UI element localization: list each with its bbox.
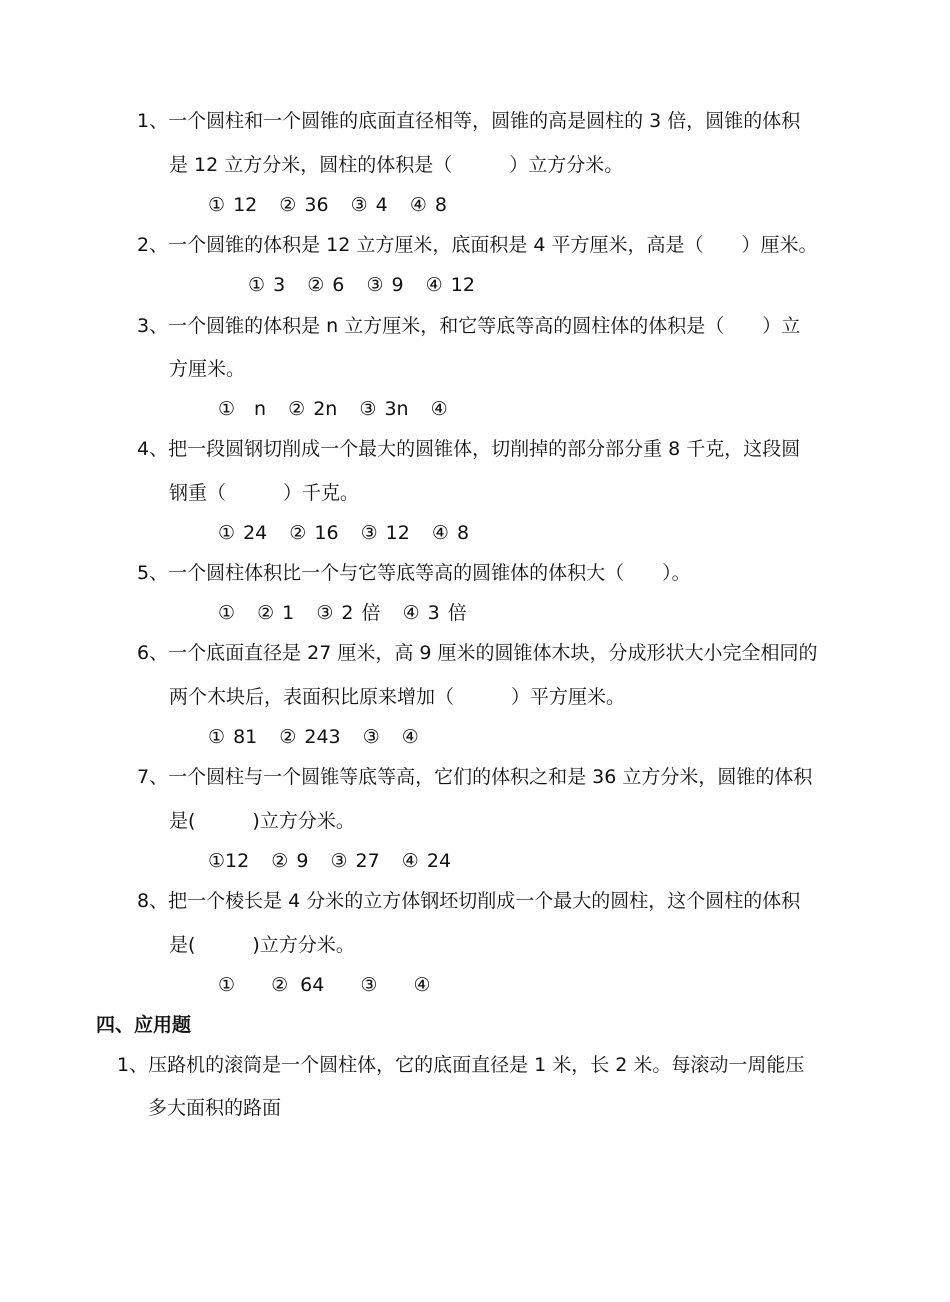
option-2: ② 243 — [279, 726, 341, 748]
option-3: ③ 27 — [330, 850, 380, 872]
option-2: ② 1 — [257, 602, 295, 624]
option-4: ④ 8 — [409, 194, 447, 216]
question-7-line-2: 是( )立方分米。 — [169, 810, 355, 832]
application-question-line-1: 1、压路机的滚筒是一个圆柱体，它的底面直径是 1 米，长 2 米。每滚动一周能压 — [117, 1054, 805, 1076]
option-3: ③ 4 — [350, 194, 388, 216]
option-2: ② 9 — [271, 850, 309, 872]
question-4-line-2: 钢重（ ）千克。 — [169, 482, 360, 504]
option-3: ③ 2 倍 — [316, 602, 381, 624]
option-4: ④ — [413, 974, 431, 996]
option-1: ① 24 — [218, 522, 268, 544]
question-7-options — [208, 847, 465, 875]
option-1: ① 81 — [208, 726, 258, 748]
question-6-line-1: 6、一个底面直径是 27 厘米，高 9 厘米的圆锥体木块，分成形状大小完全相同的 — [137, 642, 818, 664]
section-title: 四、应用题 — [96, 1014, 192, 1036]
question-4-line-1: 4、把一段圆钢切削成一个最大的圆锥体，切削掉的部分部分重 8 千克，这段圆 — [137, 438, 801, 460]
question-8-line-2: 是( )立方分米。 — [169, 934, 355, 956]
option-1: ①12 — [208, 850, 250, 872]
application-question-line-2: 多大面积的路面 — [148, 1097, 282, 1119]
option-1: ① — [218, 602, 236, 624]
question-1-line-2: 是 12 立方分米，圆柱的体积是（ ）立方分米。 — [169, 154, 624, 176]
question-3-options — [218, 395, 462, 423]
question-6-options — [208, 723, 433, 751]
question-1-options — [208, 191, 461, 219]
option-4: ④ 12 — [425, 274, 475, 296]
option-2: ② 16 — [289, 522, 339, 544]
option-4: ④ — [430, 398, 448, 420]
option-3: ③ — [360, 974, 378, 996]
question-8-options — [218, 971, 445, 999]
option-4: ④ — [401, 726, 419, 748]
question-2-options — [248, 271, 489, 299]
question-2-line-1: 2、一个圆锥的体积是 12 立方厘米，底面积是 4 平方厘米，高是（ ）厘米。 — [137, 234, 818, 256]
option-2: ② 64 — [271, 974, 325, 996]
option-3: ③ 9 — [366, 274, 404, 296]
question-1-line-1: 1、一个圆柱和一个圆锥的底面直径相等，圆锥的高是圆柱的 3 倍，圆锥的体积 — [137, 110, 801, 132]
option-1: ① — [218, 974, 236, 996]
option-2: ② 2n — [288, 398, 338, 420]
question-8-line-1: 8、把一个棱长是 4 分米的立方体钢坯切削成一个最大的圆柱，这个圆柱的体积 — [137, 890, 801, 912]
question-5-line-1: 5、一个圆柱体积比一个与它等底等高的圆锥体的体积大（ ）。 — [137, 562, 691, 584]
option-3: ③ 3n — [359, 398, 409, 420]
option-1: ① 3 — [248, 274, 286, 296]
question-3-line-2: 方厘米。 — [169, 358, 246, 380]
option-4: ④ 3 倍 — [402, 602, 467, 624]
option-1: ① n — [218, 398, 267, 420]
option-3: ③ 12 — [360, 522, 410, 544]
question-6-line-2: 两个木块后，表面积比原来增加（ ）平方厘米。 — [169, 686, 626, 708]
question-5-options — [218, 599, 481, 627]
option-4: ④ 24 — [401, 850, 452, 872]
question-7-line-1: 7、一个圆柱与一个圆锥等底等高，它们的体积之和是 36 立方分米，圆锥的体积 — [137, 766, 813, 788]
option-1: ① 12 — [208, 194, 258, 216]
option-2: ② 36 — [279, 194, 329, 216]
option-4: ④ 8 — [431, 522, 470, 544]
option-2: ② 6 — [307, 274, 345, 296]
question-4-options — [218, 519, 483, 547]
question-3-line-1: 3、一个圆锥的体积是 n 立方厘米，和它等底等高的圆柱体的体积是（ ）立 — [137, 315, 801, 337]
option-3: ③ — [362, 726, 380, 748]
